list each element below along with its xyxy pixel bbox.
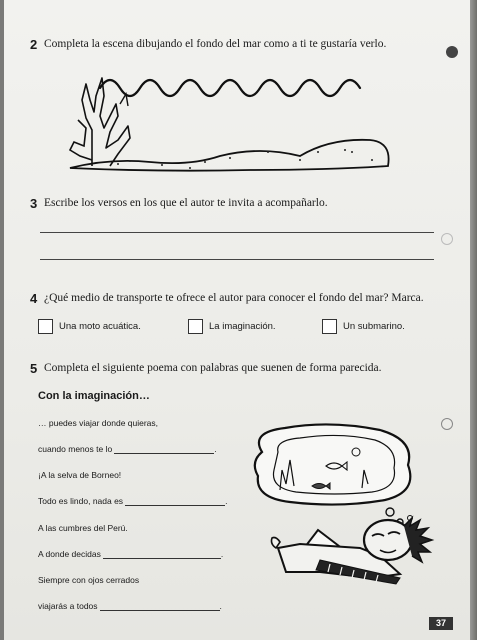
exercise-4-prompt: ¿Qué medio de transporte te ofrece el autor para conocer el fondo del mar? Marca.: [44, 292, 424, 304]
exercise-2-prompt: Completa la escena dibujando el fondo del mar como a ti te gustaría verlo.: [44, 38, 387, 50]
option-label: Un submarino.: [343, 321, 405, 332]
poem-line-6: A donde decidas .: [38, 549, 224, 559]
exercise-5-prompt: Completa el siguiente poema con palabras que suenen de forma parecida.: [44, 362, 382, 374]
exercise-3-number: 3: [30, 196, 38, 211]
option-label: La imaginación.: [209, 321, 276, 332]
poem-line-2: cuando menos te lo .: [38, 444, 217, 454]
exercise-5-number: 5: [30, 361, 38, 376]
poem-line-7: Siempre con ojos cerrados: [38, 575, 140, 585]
exercise-3-prompt: Escribe los versos en los que el autor te invita a acompañarlo.: [44, 197, 328, 209]
poem-line-8: viajarás a todos .: [38, 601, 222, 611]
poem-line-1: … puedes viajar donde quieras,: [38, 418, 159, 428]
option-label: Una moto acuática.: [59, 321, 141, 332]
exercise-2-number: 2: [30, 37, 38, 52]
exercise-4-number: 4: [30, 291, 38, 306]
poem-line-4: Todo es lindo, nada es .: [38, 496, 228, 506]
poem-line-5: A las cumbres del Perú.: [38, 523, 128, 533]
poem-line-3: ¡A la selva de Borneo!: [38, 470, 122, 480]
poem-title: Con la imaginación…: [38, 390, 150, 402]
page-number: 37: [429, 617, 453, 630]
